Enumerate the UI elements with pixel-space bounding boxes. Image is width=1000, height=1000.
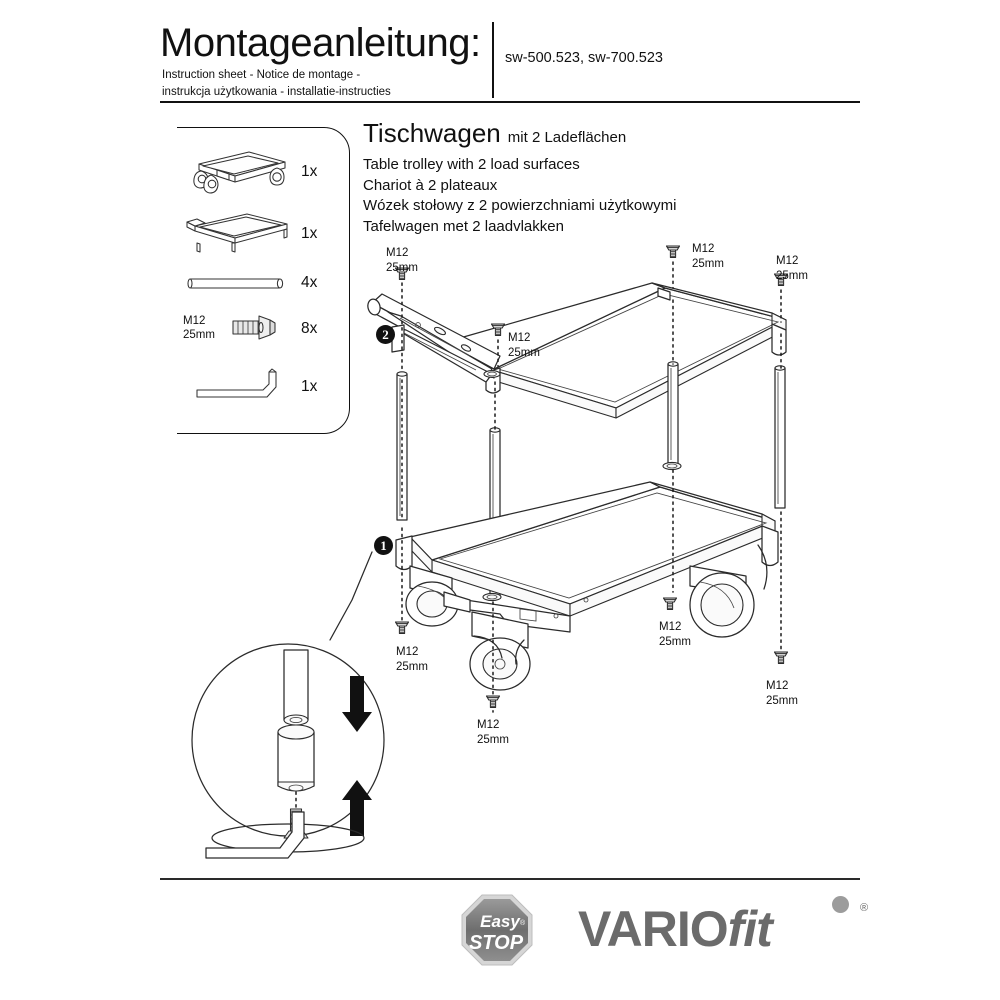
callout-spec-line2: 25mm: [776, 269, 808, 282]
product-translation-en: Table trolley with 2 load surfaces: [363, 156, 580, 173]
step-marker-2: 2: [376, 325, 395, 344]
callout-spec-line1: M12: [776, 255, 799, 267]
callout-spec-line2: 25mm: [396, 660, 428, 673]
detail-leader-line: [330, 552, 372, 640]
callout-spec-line2: 25mm: [659, 635, 691, 648]
callout-label: [692, 242, 724, 271]
callout-spec-line2: 25mm: [692, 257, 724, 270]
arrow-down-icon: [342, 676, 372, 732]
parts-list-qty: 1x: [301, 378, 318, 395]
variofit-logo-italic: fit: [727, 901, 772, 957]
product-name: Tischwagen: [363, 118, 501, 148]
footer: [160, 888, 869, 978]
callout-spec-line1: M12: [386, 247, 409, 259]
callout-label: [508, 331, 540, 360]
footer-divider: [160, 878, 860, 880]
step-marker-1: 1: [374, 536, 393, 555]
variofit-logo-main: VARIO: [578, 901, 728, 957]
callout-label: [396, 645, 428, 674]
easystop-line1: Easy: [480, 912, 520, 931]
callout-spec-line2: 25mm: [766, 694, 798, 707]
product-translation-pl: Wózek stołowy z 2 powierzchniami użytkowymi: [363, 197, 677, 214]
callout-label: [477, 718, 509, 747]
screw-spec-line2: 25mm: [183, 329, 215, 341]
callout-spec-line1: M12: [766, 680, 789, 692]
callout-spec-line1: M12: [477, 719, 500, 731]
product-codes: sw-500.523, sw-700.523: [505, 50, 663, 66]
header-subtitle-line2: instrukcja użytkowania - installatie-instructies: [162, 86, 391, 98]
callout-spec-line1: M12: [692, 243, 715, 255]
parts-list-qty: 4x: [301, 274, 318, 291]
callout-spec-line2: 25mm: [508, 346, 540, 359]
easystop-line2: STOP: [468, 932, 524, 954]
callout-spec-line2: 25mm: [477, 733, 509, 746]
arrow-up-icon: [342, 780, 372, 836]
product-name-suffix: mit 2 Ladeflächen: [507, 129, 627, 146]
variofit-dot: [832, 896, 849, 913]
easystop-badge: [460, 893, 534, 967]
callout-label: [776, 254, 808, 283]
variofit-logo: [578, 900, 772, 958]
product-translation-fr: Chariot à 2 plateaux: [363, 176, 498, 194]
assembly-detail-circle: [192, 644, 384, 858]
parts-list-qty: 8x: [301, 320, 318, 337]
page-title: Montageanleitung:: [160, 21, 481, 65]
callout-spec-line1: M12: [659, 621, 682, 633]
screw-spec-line1: M12: [183, 315, 206, 327]
easystop-reg: ®: [520, 920, 526, 927]
callout-spec-line1: M12: [396, 646, 419, 658]
variofit-registered-mark: ®: [860, 902, 869, 914]
callout-spec-line1: M12: [508, 332, 531, 344]
callout-label: [659, 620, 691, 649]
header-subtitle-line1: Instruction sheet - Notice de montage -: [162, 69, 361, 81]
callout-spec-line2: 25mm: [386, 261, 418, 274]
callout-label: [386, 246, 418, 275]
parts-list-qty: 1x: [301, 163, 318, 180]
parts-list-qty: 1x: [301, 225, 318, 242]
allen-key-detail: [206, 812, 364, 858]
callout-label: [766, 679, 798, 708]
product-translation-nl: Tafelwagen met 2 laadvlakken: [363, 217, 564, 235]
